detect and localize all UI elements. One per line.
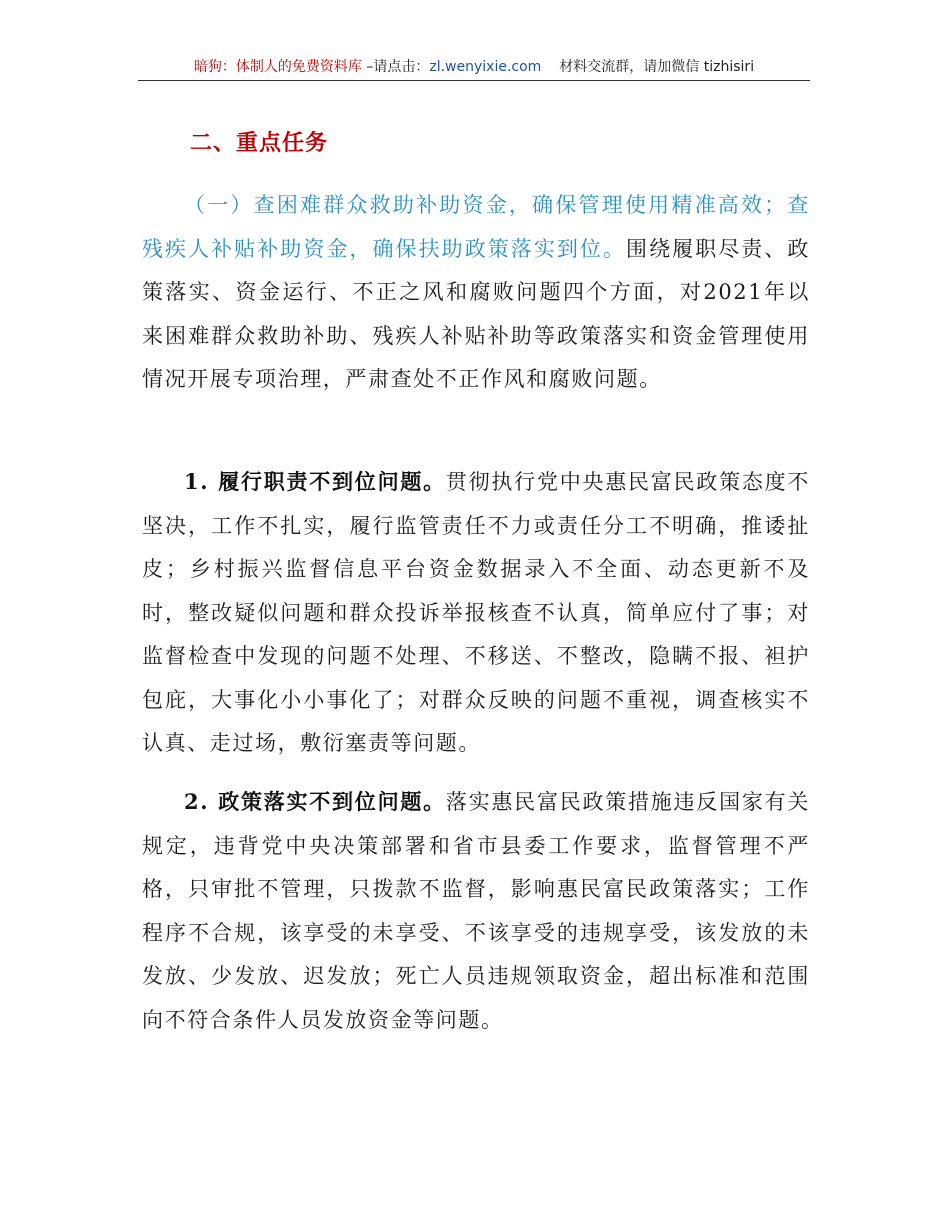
header-link[interactable]: zl.wenyixie.com: [429, 59, 542, 75]
header-prompt: –请点击：: [361, 59, 430, 75]
section-heading: 二、重点任务: [190, 131, 329, 156]
paragraph-task-one: [142, 184, 810, 402]
header-group-info: 材料交流群，请加微信 tizhisiri: [559, 59, 755, 75]
paragraph-item-one: [142, 460, 810, 766]
paragraph-item-two: [142, 780, 810, 1042]
item-one-body: 贯彻执行党中央惠民富民政策态度不坚决，工作不扎实，履行监管责任不力或责任分工不明确，推诿扯皮；乡村振兴监督信息平台资金数据录入不全面、动态更新不及时，整改疑似问题和群众投诉举报核查不认真，简单应付了事；对监督检查中发现的问题不处理、不移送、不整改，隐瞒不报、袒护包庇，大事化小小事化了；对群众反映的问题不重视，调查核实不认真、走过场，敷衍塞责等问题。: [142, 470, 810, 755]
task-one-lead: （一）查困难群众救助补助资金，确保管理使用精准高效；查残疾人补贴补助资金，确保扶助政策落实到位。: [142, 193, 810, 261]
header-brand: 暗狗：体制人的免费资料库: [193, 59, 362, 75]
page-header: [138, 56, 810, 81]
item-two-body: 落实惠民富民政策措施违反国家有关规定，违背党中央决策部署和省市县委工作要求，监督管理不严格，只审批不管理，只拨款不监督，影响惠民富民政策落实；工作程序不合规，该享受的未享受、不该享受的违规享受，该发放的未发放、少发放、迟发放；死亡人员违规领取资金，超出标准和范围向不符合条件人员发放资金等问题。: [142, 790, 810, 1032]
item-two-lead: 2. 政策落实不到位问题。: [184, 789, 446, 814]
task-one-body: 围绕履职尽责、政策落实、资金运行、不正之风和腐败问题四个方面，对2021年以来困难群众救助补助、残疾人补贴补助等政策落实和资金管理使用情况开展专项治理，严肃查处不正作风和腐败问题。: [142, 236, 810, 391]
item-one-lead: 1. 履行职责不到位问题。: [184, 469, 446, 494]
